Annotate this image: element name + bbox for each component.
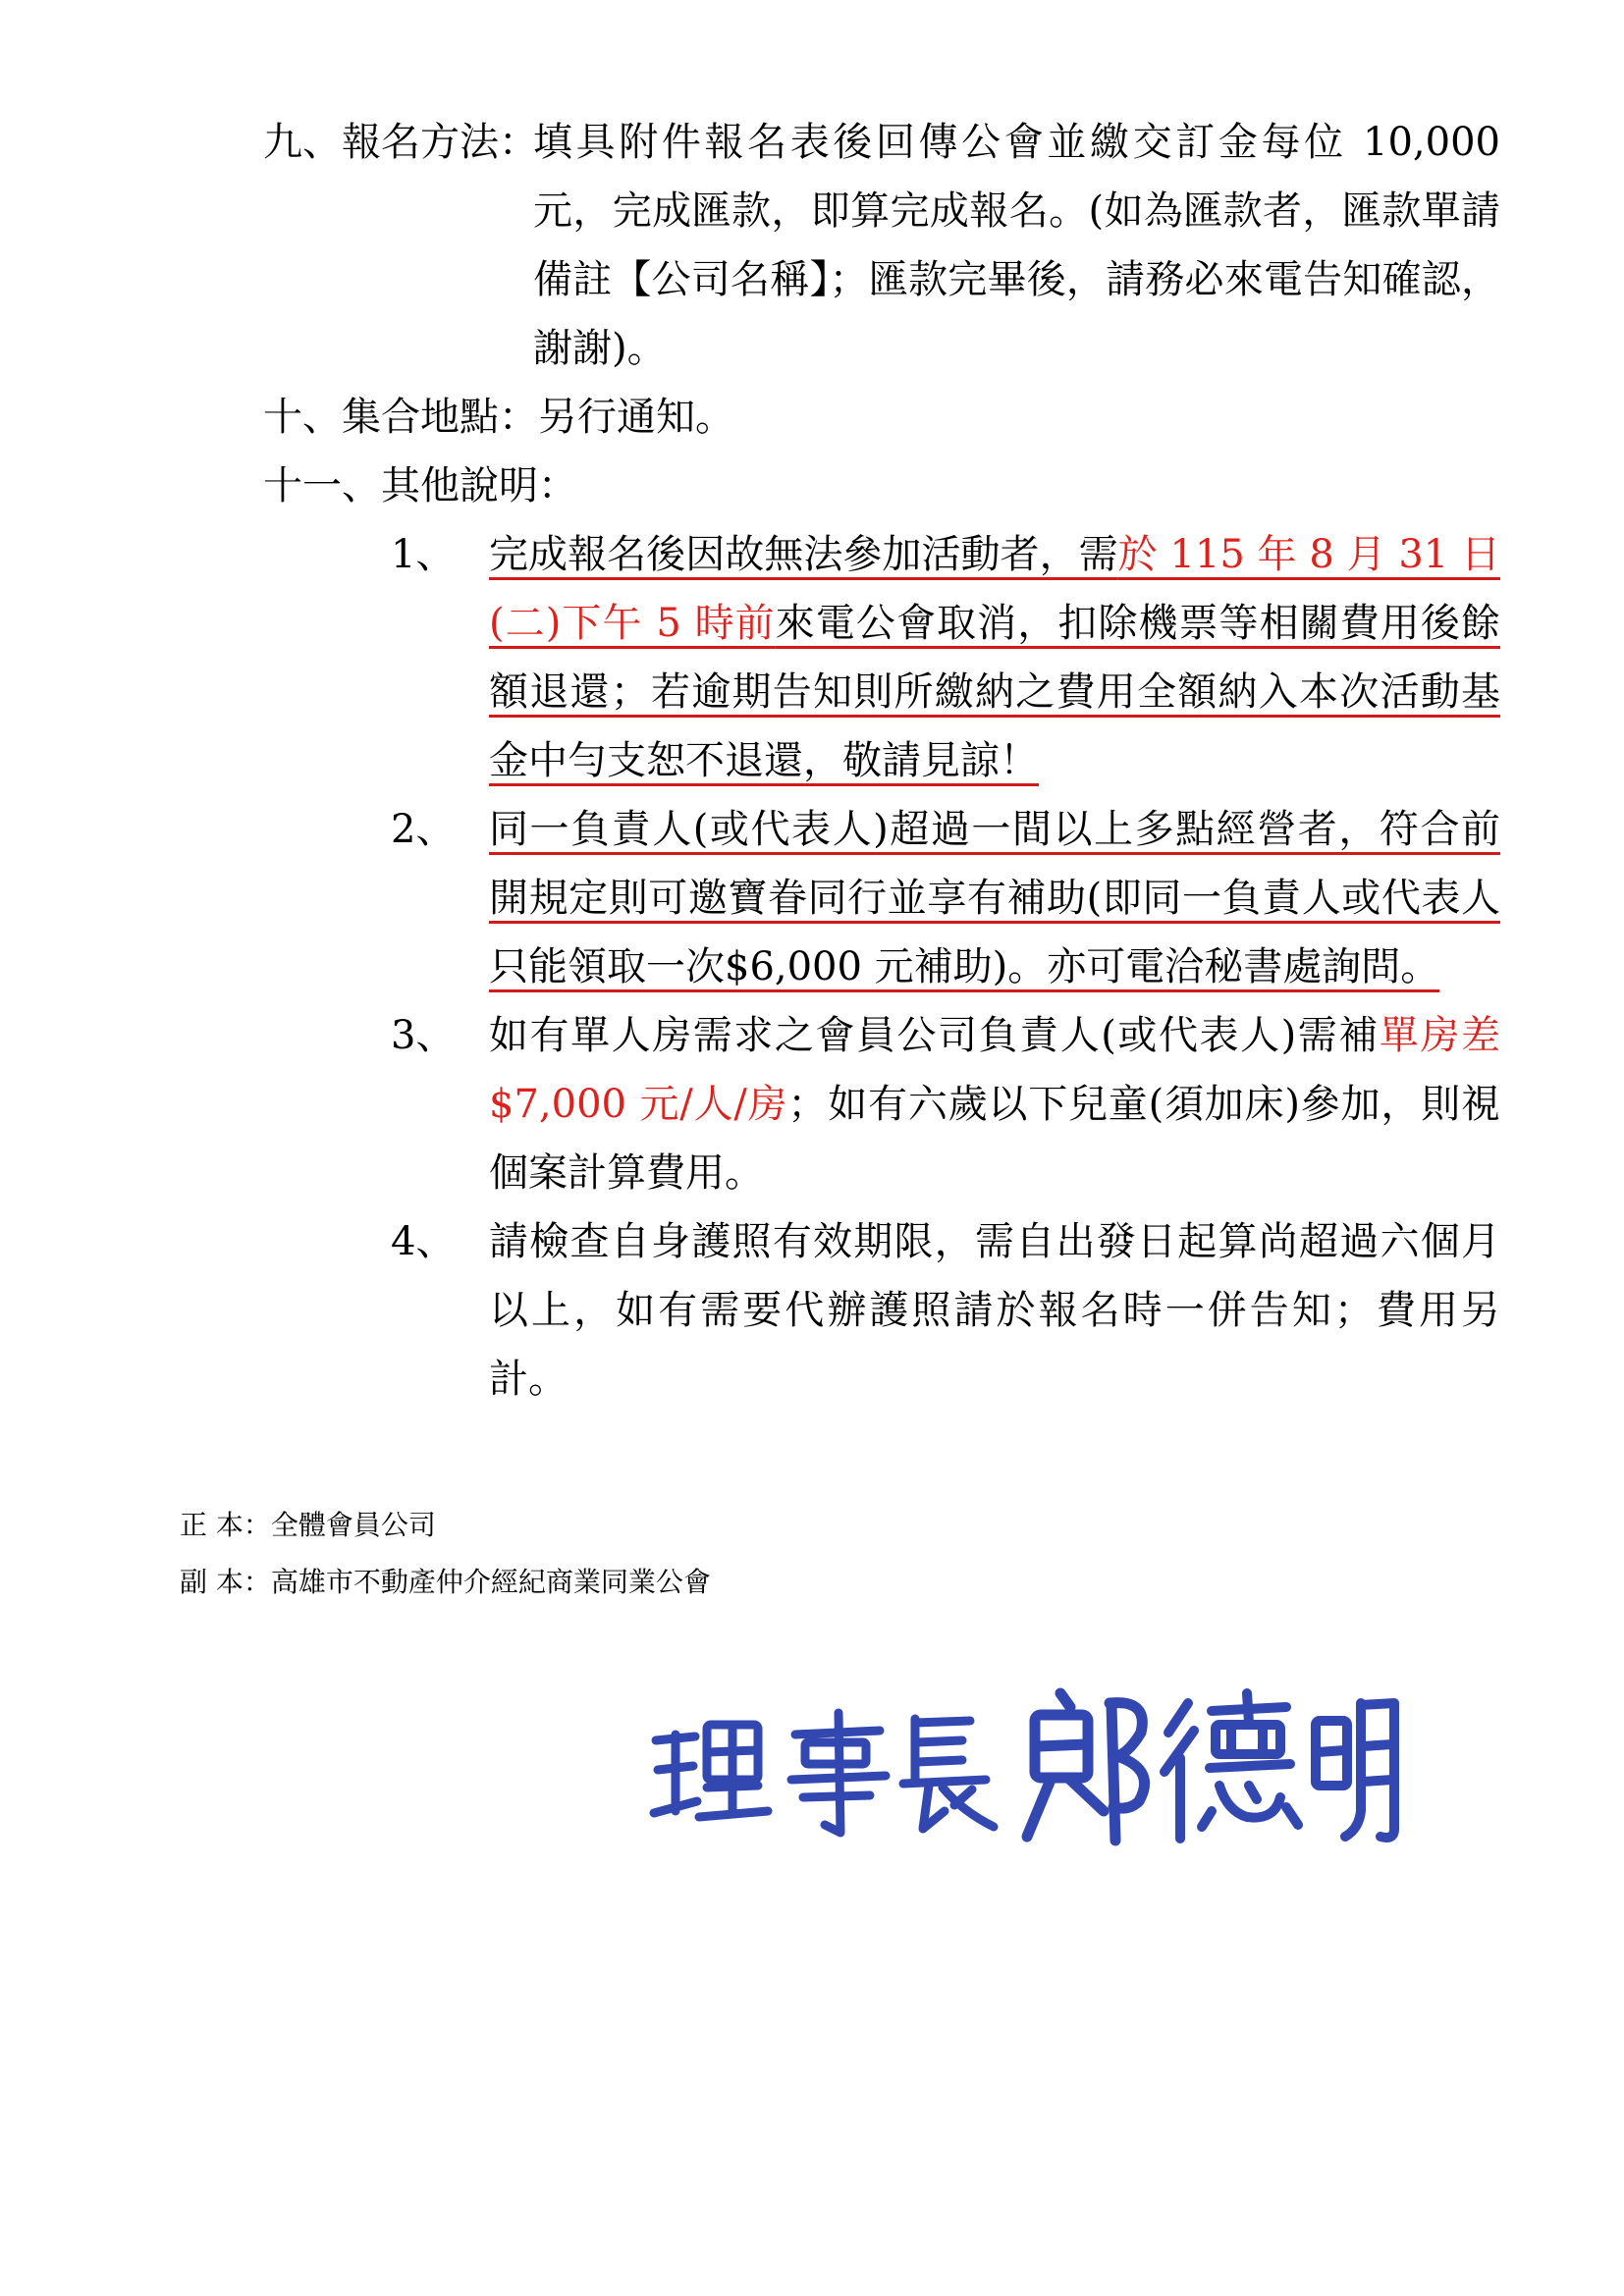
item-text: 同一負責人(或代表人)超過一間以上多點經營者，符合前開規定則可邀寶眷同行並享有補助(即同一負責人或代表人只能領取一次$6,000 元補助)。亦可電洽秘書處詢問。 [489, 807, 1500, 989]
list-item [263, 520, 1500, 795]
list-item [263, 1207, 1500, 1414]
item-text-part: ；如有六歲以下兒童(須加床)參加，則視個案計算費用。 [489, 1082, 1500, 1196]
section-registration-method [263, 108, 1500, 383]
section-text: 另行通知。 [538, 395, 734, 440]
item-text: 請檢查自身護照有效期限，需自出發日起算尚超過六個月以上，如有需要代辦護照請於報名時一併告知；費用另計。 [489, 1219, 1500, 1402]
chairman-signature-stamp [638, 1664, 1404, 1850]
list-item [263, 795, 1500, 1001]
section-other-notes [263, 452, 1500, 520]
item-number: 2、 [391, 807, 456, 852]
item-text-part: 完成報名後因故無法參加活動者，需 [489, 532, 1118, 577]
item-number: 4、 [391, 1219, 456, 1264]
item-text [489, 520, 1500, 795]
notes-list [263, 520, 1500, 1414]
section-label: 十、集合地點： [263, 395, 538, 440]
section-label: 九、報名方法： [263, 120, 538, 165]
item-text-highlight: 於 115 年 8 月 31 日(二)下午 5 時前 [489, 532, 1501, 646]
document-body [263, 108, 1500, 1414]
item-text-highlight: 單房差 $7,000 元/人/房 [489, 1013, 1500, 1127]
item-text-part: 如有單人房需求之會員公司負責人(或代表人)需補 [489, 1013, 1380, 1058]
section-meeting-place [263, 383, 1500, 452]
footer-original-recipient: 正 本：全體會員公司 [180, 1509, 436, 1541]
item-number: 3、 [391, 1013, 456, 1058]
section-label: 十一、其他說明： [263, 463, 577, 508]
list-item [263, 1001, 1500, 1207]
item-text [489, 1001, 1500, 1207]
item-number: 1、 [391, 532, 456, 577]
item-text-part: 來電公會取消，扣除機票等相關費用後餘額退還；若逾期告知則所繳納之費用全額納入本次活動基金中勻支恕不退還，敬請見諒！ [489, 601, 1500, 783]
footer-copy-recipient: 副 本：高雄市不動產仲介經紀商業同業公會 [180, 1566, 711, 1598]
section-text: 填具附件報名表後回傳公會並繳交訂金每位 10,000 元，完成匯款，即算完成報名。(如為匯款者，匯款單請備註【公司名稱】；匯款完畢後，請務必來電告知確認，謝謝)。 [533, 120, 1500, 371]
